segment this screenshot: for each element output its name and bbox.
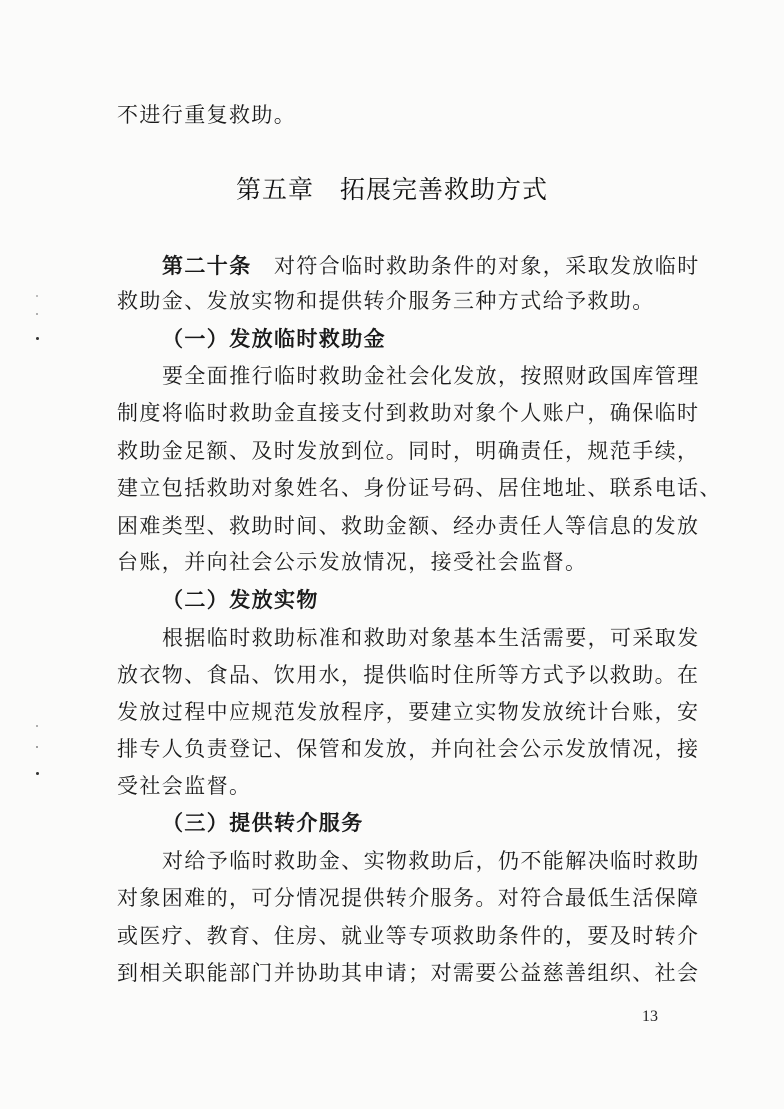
continuation-text: 不进行重复救助。: [117, 103, 297, 127]
scan-mark: [36, 725, 38, 727]
paragraph-line: 要全面推行临时救助金社会化发放，按照财政国库管理: [162, 364, 700, 388]
article-label: 第二十条: [162, 254, 252, 278]
paragraph-line: 根据临时救助标准和救助对象基本生活需要，可采取发: [162, 626, 700, 650]
paragraph-line: 对给予临时救助金、实物救助后，仍不能解决临时救助: [162, 849, 700, 873]
paragraph-line: 发放过程中应规范发放程序，要建立实物发放统计台账，安: [117, 700, 700, 724]
paragraph-line: 对象困难的，可分情况提供转介服务。对符合最低生活保障: [117, 886, 700, 910]
scan-mark: [36, 772, 39, 775]
paragraph-line: 制度将临时救助金直接支付到救助对象个人账户，确保临时: [117, 401, 700, 425]
section-heading-3: （三）提供转介服务: [162, 811, 364, 835]
scan-mark: [36, 313, 38, 315]
article-20-line-1: [162, 251, 700, 281]
paragraph-line: 排专人负责登记、保管和发放，并向社会公示发放情况，接: [117, 737, 700, 761]
scan-mark: [36, 746, 38, 748]
chapter-title: 第五章 拓展完善救助方式: [235, 175, 548, 204]
section-heading-1: （一）发放临时救助金: [162, 327, 386, 351]
scan-mark: [36, 337, 39, 340]
paragraph-line: 受社会监督。: [117, 774, 252, 798]
paragraph-line: 放衣物、食品、饮用水，提供临时住所等方式予以救助。在: [117, 663, 700, 687]
paragraph-line: 建立包括救助对象姓名、身份证号码、居住地址、联系电话、: [117, 476, 722, 500]
paragraph-line: 到相关职能部门并协助其申请；对需要公益慈善组织、社会: [117, 961, 700, 985]
paragraph-line: 或医疗、教育、住房、就业等专项救助条件的，要及时转介: [117, 924, 700, 948]
page-number: 13: [642, 1008, 658, 1025]
article-20-text: 对符合临时救助条件的对象，采取发放临时: [251, 254, 700, 278]
paragraph-line: 台账，并向社会公示发放情况，接受社会监督。: [117, 550, 588, 574]
article-20-line-2: 救助金、发放实物和提供转介服务三种方式给予救助。: [117, 289, 655, 313]
paragraph-line: 困难类型、救助时间、救助金额、经办责任人等信息的发放: [117, 514, 700, 538]
section-heading-2: （二）发放实物: [162, 588, 319, 612]
paragraph-line: 救助金足额、及时发放到位。同时，明确责任，规范手续，: [117, 439, 700, 463]
scan-mark: [36, 295, 38, 297]
